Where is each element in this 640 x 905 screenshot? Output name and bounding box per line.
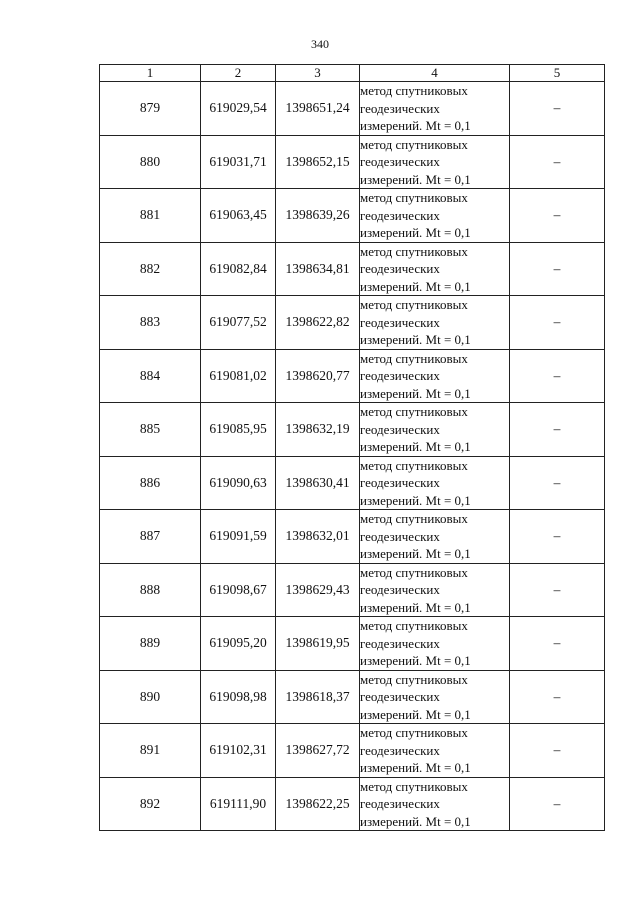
- method-line: метод спутниковых: [360, 511, 468, 526]
- method-line: метод спутниковых: [360, 350, 468, 366]
- y-coordinate-cell: 1398652,15: [276, 135, 360, 189]
- method-line: измерений. Mt = 0,1: [360, 653, 471, 668]
- point-number-cell: 881: [100, 189, 201, 243]
- method-line: измерений. Mt = 0,1: [360, 546, 471, 561]
- method-cell: [360, 724, 510, 778]
- method-line: метод спутниковых: [360, 243, 468, 259]
- method-line: измерений. Mt = 0,1: [360, 278, 471, 294]
- y-coordinate-cell: 1398632,01: [276, 510, 360, 564]
- column-header: 4: [360, 65, 510, 82]
- point-number-cell: 880: [100, 135, 201, 189]
- method-line: геодезических: [360, 261, 440, 276]
- method-line: метод спутниковых: [360, 83, 468, 98]
- table-row: [100, 617, 605, 671]
- table-row: [100, 349, 605, 403]
- method-cell: [360, 563, 510, 617]
- method-cell: [360, 670, 510, 724]
- method-line: геодезических: [360, 475, 440, 490]
- column-header: 2: [201, 65, 276, 82]
- y-coordinate-cell: 1398622,25: [276, 777, 360, 831]
- table-row: [100, 510, 605, 564]
- x-coordinate-cell: 619098,67: [201, 563, 276, 617]
- y-coordinate-cell: 1398634,81: [276, 242, 360, 296]
- y-coordinate-cell: 1398620,77: [276, 349, 360, 403]
- table-row: [100, 563, 605, 617]
- method-line: геодезических: [360, 421, 440, 437]
- method-line: геодезических: [360, 314, 440, 330]
- table-row: [100, 670, 605, 724]
- coordinates-table: [99, 64, 605, 831]
- method-line: метод спутниковых: [360, 778, 468, 794]
- method-line: геодезических: [360, 368, 440, 383]
- method-line: метод спутниковых: [360, 618, 468, 633]
- point-number-cell: 884: [100, 349, 201, 403]
- method-line: метод спутниковых: [360, 297, 468, 312]
- table-row: [100, 242, 605, 296]
- method-cell: [360, 456, 510, 510]
- y-coordinate-cell: 1398619,95: [276, 617, 360, 671]
- table-row: [100, 82, 605, 136]
- x-coordinate-cell: 619082,84: [201, 242, 276, 296]
- point-number-cell: 887: [100, 510, 201, 564]
- method-line: измерений. Mt = 0,1: [360, 492, 471, 508]
- method-line: геодезических: [360, 796, 440, 811]
- method-cell: [360, 189, 510, 243]
- page-number: 340: [311, 37, 329, 51]
- method-line: измерений. Mt = 0,1: [360, 813, 471, 829]
- column-5-cell: –: [510, 403, 605, 457]
- y-coordinate-cell: 1398651,24: [276, 82, 360, 136]
- x-coordinate-cell: 619077,52: [201, 296, 276, 350]
- x-coordinate-cell: 619063,45: [201, 189, 276, 243]
- table-row: [100, 724, 605, 778]
- point-number-cell: 889: [100, 617, 201, 671]
- table-header-row: [100, 65, 605, 82]
- method-line: геодезических: [360, 207, 440, 223]
- y-coordinate-cell: 1398618,37: [276, 670, 360, 724]
- y-coordinate-cell: 1398622,82: [276, 296, 360, 350]
- column-5-cell: –: [510, 563, 605, 617]
- method-line: измерений. Mt = 0,1: [360, 599, 471, 615]
- method-line: геодезических: [360, 100, 440, 116]
- table-row: [100, 403, 605, 457]
- method-line: метод спутниковых: [360, 725, 468, 740]
- column-5-cell: –: [510, 82, 605, 136]
- method-cell: [360, 777, 510, 831]
- method-cell: [360, 242, 510, 296]
- x-coordinate-cell: 619081,02: [201, 349, 276, 403]
- method-line: измерений. Mt = 0,1: [360, 706, 471, 722]
- point-number-cell: 890: [100, 670, 201, 724]
- column-5-cell: –: [510, 724, 605, 778]
- method-line: метод спутниковых: [360, 564, 468, 580]
- point-number-cell: 885: [100, 403, 201, 457]
- x-coordinate-cell: 619029,54: [201, 82, 276, 136]
- method-line: геодезических: [360, 635, 440, 651]
- method-line: метод спутниковых: [360, 404, 468, 419]
- x-coordinate-cell: 619091,59: [201, 510, 276, 564]
- point-number-cell: 882: [100, 242, 201, 296]
- method-line: геодезических: [360, 689, 440, 704]
- method-line: измерений. Mt = 0,1: [360, 439, 471, 454]
- column-header: 3: [276, 65, 360, 82]
- table-row: [100, 777, 605, 831]
- method-line: измерений. Mt = 0,1: [360, 385, 471, 401]
- x-coordinate-cell: 619085,95: [201, 403, 276, 457]
- column-5-cell: –: [510, 617, 605, 671]
- y-coordinate-cell: 1398632,19: [276, 403, 360, 457]
- method-line: измерений. Mt = 0,1: [360, 760, 471, 775]
- y-coordinate-cell: 1398630,41: [276, 456, 360, 510]
- method-line: метод спутниковых: [360, 457, 468, 473]
- column-5-cell: –: [510, 670, 605, 724]
- method-line: геодезических: [360, 582, 440, 597]
- column-5-cell: –: [510, 296, 605, 350]
- table-row: [100, 456, 605, 510]
- method-line: геодезических: [360, 154, 440, 169]
- method-line: геодезических: [360, 528, 440, 544]
- point-number-cell: 883: [100, 296, 201, 350]
- method-line: геодезических: [360, 742, 440, 758]
- x-coordinate-cell: 619098,98: [201, 670, 276, 724]
- x-coordinate-cell: 619090,63: [201, 456, 276, 510]
- column-5-cell: –: [510, 189, 605, 243]
- column-5-cell: –: [510, 349, 605, 403]
- point-number-cell: 879: [100, 82, 201, 136]
- method-line: измерений. Mt = 0,1: [360, 171, 471, 187]
- x-coordinate-cell: 619095,20: [201, 617, 276, 671]
- method-line: метод спутниковых: [360, 671, 468, 687]
- y-coordinate-cell: 1398627,72: [276, 724, 360, 778]
- method-cell: [360, 82, 510, 136]
- method-cell: [360, 617, 510, 671]
- y-coordinate-cell: 1398629,43: [276, 563, 360, 617]
- column-5-cell: –: [510, 242, 605, 296]
- method-cell: [360, 296, 510, 350]
- x-coordinate-cell: 619111,90: [201, 777, 276, 831]
- method-line: измерений. Mt = 0,1: [360, 225, 471, 240]
- point-number-cell: 888: [100, 563, 201, 617]
- method-line: измерений. Mt = 0,1: [360, 332, 471, 347]
- column-header: 1: [100, 65, 201, 82]
- method-cell: [360, 510, 510, 564]
- table-row: [100, 296, 605, 350]
- table-body: [100, 82, 605, 831]
- y-coordinate-cell: 1398639,26: [276, 189, 360, 243]
- table-row: [100, 189, 605, 243]
- column-header: 5: [510, 65, 605, 82]
- point-number-cell: 892: [100, 777, 201, 831]
- x-coordinate-cell: 619031,71: [201, 135, 276, 189]
- method-cell: [360, 135, 510, 189]
- x-coordinate-cell: 619102,31: [201, 724, 276, 778]
- point-number-cell: 886: [100, 456, 201, 510]
- table-row: [100, 135, 605, 189]
- column-5-cell: –: [510, 510, 605, 564]
- point-number-cell: 891: [100, 724, 201, 778]
- method-cell: [360, 403, 510, 457]
- column-5-cell: –: [510, 456, 605, 510]
- method-line: метод спутниковых: [360, 136, 468, 152]
- method-line: метод спутниковых: [360, 190, 468, 205]
- column-5-cell: –: [510, 777, 605, 831]
- method-cell: [360, 349, 510, 403]
- method-line: измерений. Mt = 0,1: [360, 118, 471, 133]
- column-5-cell: –: [510, 135, 605, 189]
